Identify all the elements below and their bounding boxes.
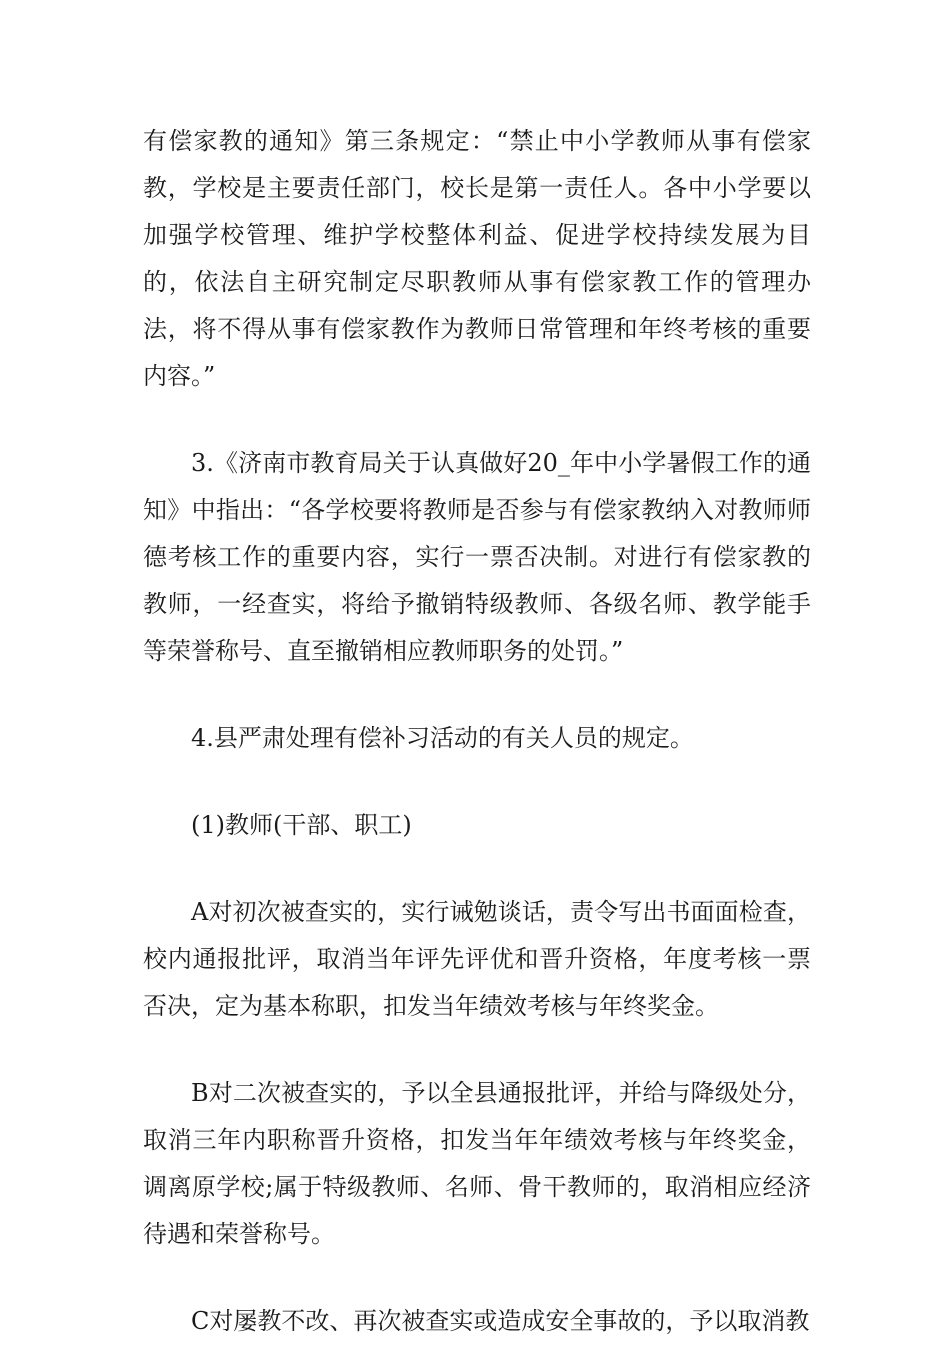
paragraph-notice-article-three: 有偿家教的通知》第三条规定：“禁止中小学教师从事有偿家教，学校是主要责任部门，校长是第一责任人。各中小学要以加强学校管理、维护学校整体利益、促进学校持续发展为目的，依法自主研究制定尽职教师从事有偿家教工作的管理办法，将不得从事有偿家教作为教师日常管理和年终考核的重要内容。” xyxy=(143,127,811,390)
paragraph-item-a: A对初次被查实的，实行诫勉谈话，责令写出书面面检查，校内通报批评，取消当年评先评优和晋升资格，年度考核一票否决，定为基本称职，扣发当年绩效考核与年终奖金。 xyxy=(143,898,811,1020)
paragraph-county-regulation: 4.县严肃处理有偿补习活动的有关人员的规定。 xyxy=(191,724,694,752)
document-body xyxy=(143,118,811,1345)
paragraph-item-b: B对二次被查实的，予以全县通报批评，并给与降级处分，取消三年内职称晋升资格，扣发当年年绩效考核与年终奖金，调离原学校;属于特级教师、名师、骨干教师的，取消相应经济待遇和荣誉称号。 xyxy=(143,1079,811,1248)
paragraph-jinan-notice: 3.《济南市教育局关于认真做好20_年中小学暑假工作的通知》中指出：“各学校要将教师是否参与有偿家教纳入对教师师德考核工作的重要内容，实行一票否决制。对进行有偿家教的教师，一经查实，将给予撤销特级教师、各级名师、教学能手等荣誉称号、直至撤销相应教师职务的处罚。” xyxy=(143,449,811,665)
paragraph-teachers-heading: (1)教师(干部、职工) xyxy=(191,811,412,839)
paragraph-item-c: C对屡教不改、再次被查实或造成安全事故的，予以取消教 xyxy=(191,1307,810,1335)
